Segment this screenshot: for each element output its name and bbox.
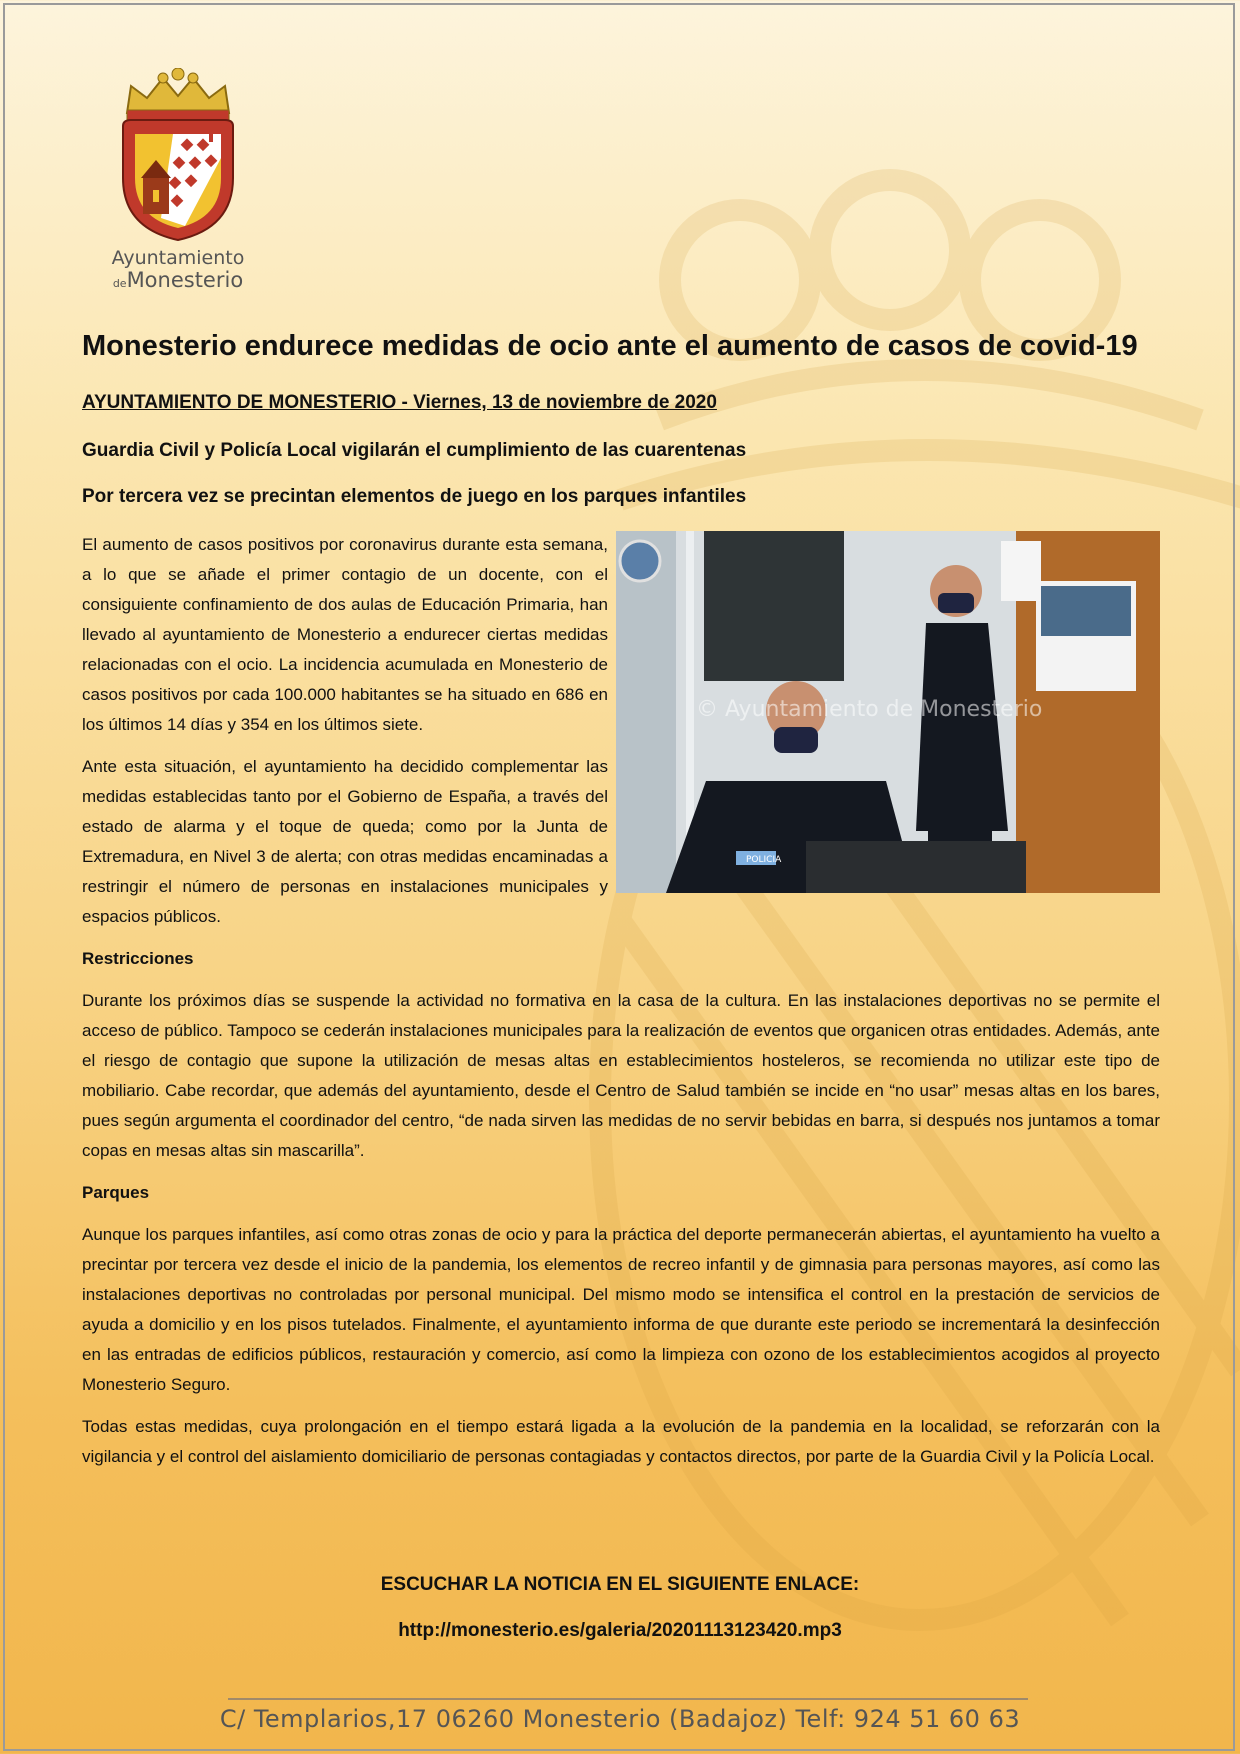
article-body: [82, 530, 1160, 1484]
logo-line-1: Ayuntamiento: [111, 247, 245, 269]
officer-badge-text: POLICIA: [746, 855, 782, 865]
listen-label: ESCUCHAR LA NOTICIA EN EL SIGUIENTE ENLACE:: [380, 1574, 860, 1595]
paragraph-3: Durante los próximos días se suspende la actividad no formativa en la casa de la cultura. En las instalaciones deportivas no se permite el acceso de público. Tampoco se cederán instalaciones municipales para la realización de eventos que organicen otras entidades. Además, ante el riesgo de contagio que supone la utilización de mesas altas en establecimientos hosteleros, se recomienda no utilizar este tipo de mobiliario. Cabe recordar, que además del ayuntamiento, desde el Centro de Salud también se incide en “no usar” mesas altas en los bares, pues según argumenta el coordinador del centro, “de nada sirven las medidas de no servir bebidas en barra, si después nos juntamos a tomar copas en mesas altas sin mascarilla”.: [82, 991, 1160, 1160]
police-officers-image: [616, 531, 1160, 893]
municipal-logo: [108, 68, 248, 291]
paragraph-1: El aumento de casos positivos por coronavirus durante esta semana, a lo que se añade el primer contagio de un docente, con el consiguiente confinamiento de dos aulas de Educación Primaria, han llevado al ayuntamiento de Monesterio a endurecer ciertas medidas relacionadas con el ocio. La incidencia acumulada en Monesterio de casos positivos por cada 100.000 habitantes se ha situado en 686 en los últimos 14 días y 354 en los últimos siete.: [82, 535, 608, 734]
audio-link[interactable]: http://monesterio.es/galeria/20201113123420.mp3: [398, 1620, 842, 1641]
logo-line-2-prefix: de: [112, 276, 127, 290]
article-subtitle-2: Por tercera vez se precintan elementos de juego en los parques infantiles: [82, 486, 747, 507]
paragraph-5: Todas estas medidas, cuya prolongación en el tiempo estará ligada a la evolución de la pandemia en la localidad, se reforzarán con la vigilancia y el control del aislamiento domiciliario de personas contagiadas y contactos directos, por parte de la Guardia Civil y la Policía Local.: [82, 1417, 1160, 1466]
paragraph-4: Aunque los parques infantiles, así como otras zonas de ocio y para la práctica del deporte permanecerán abiertas, el ayuntamiento ha vuelto a precintar por tercera vez desde el inicio de la pandemia, los elementos de recreo infantil y de gimnasia para personas mayores, así como las instalaciones deportivas no controladas por personal municipal. Del mismo modo se intensifica el control en la prestación de servicios de ayuda a domicilio y en los pisos tutelados. Finalmente, el ayuntamiento informa de que durante este periodo se incrementará la desinfección en las entradas de edificios públicos, restauración y comercio, así como la limpieza con ozono de los establecimientos acogidos al proyecto Monesterio Seguro.: [82, 1225, 1160, 1394]
article-dateline: AYUNTAMIENTO DE MONESTERIO - Viernes, 13 de noviembre de 2020: [82, 392, 717, 413]
heading-restricciones: Restricciones: [82, 949, 194, 968]
coat-of-arms-icon: [113, 68, 243, 243]
logo-line-2: Monesterio: [126, 267, 244, 292]
article-subtitle-1: Guardia Civil y Policía Local vigilarán el cumplimiento de las cuarentenas: [82, 440, 747, 461]
article-photo: [616, 531, 1160, 893]
footer-divider: [228, 1698, 1028, 1700]
footer-address: C/ Templarios,17 06260 Monesterio (Badajoz) Telf: 924 51 60 63: [219, 1705, 1021, 1733]
heading-parques: Parques: [82, 1183, 150, 1202]
photo-watermark: © Ayuntamiento de Monesterio: [696, 697, 1043, 722]
paragraph-2: Ante esta situación, el ayuntamiento ha decidido complementar las medidas establecidas tanto por el Gobierno de España, a través del estado de alarma y el toque de queda; como por la Junta de Extremadura, en Nivel 3 de alerta; con otras medidas encaminadas a restringir el número de personas en instalaciones municipales y espacios públicos.: [82, 757, 608, 926]
article-title: Monesterio endurece medidas de ocio ante el aumento de casos de covid-19: [82, 330, 1138, 362]
